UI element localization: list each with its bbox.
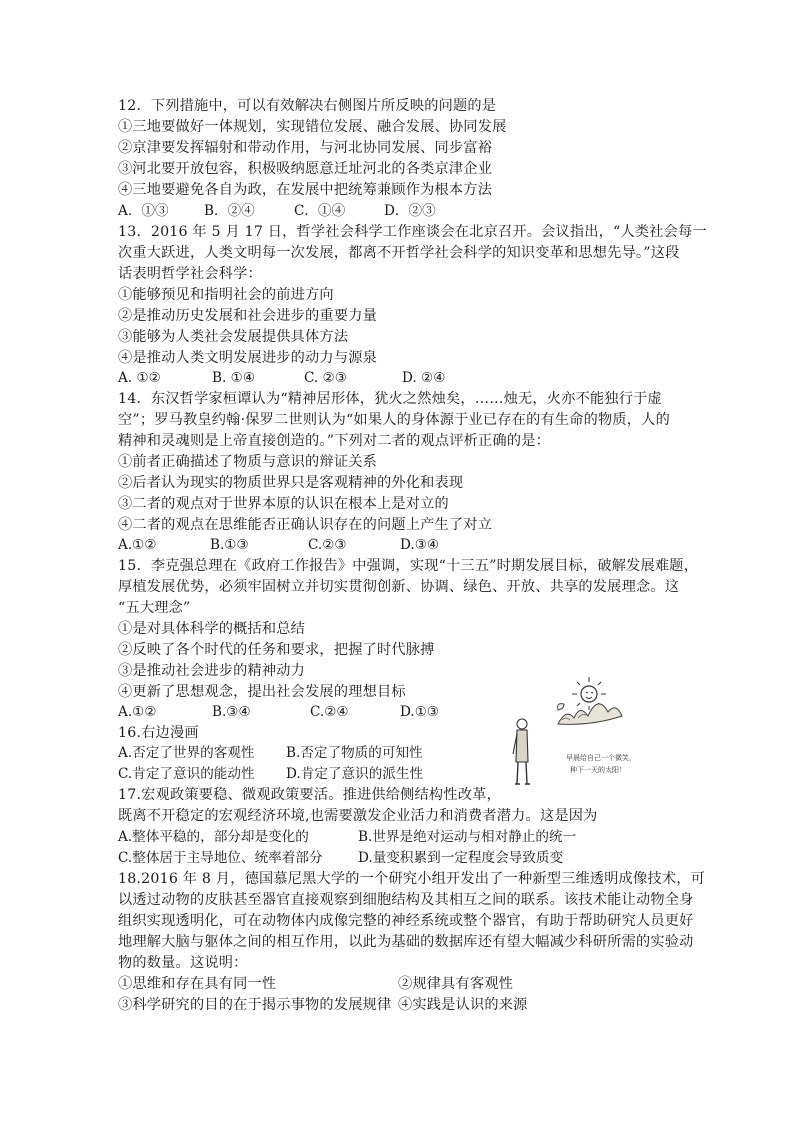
q13-item-1: ①能够预见和指明社会的前进方向 [118, 287, 334, 303]
q15-option-b: B.③④ [212, 704, 251, 720]
q17-option-c: C.整体居于主导地位、统率着部分 [118, 850, 323, 866]
q14-option-c: C.②③ [308, 537, 347, 553]
q15-option-a: A.①② [118, 704, 157, 720]
q13-item-3: ③能够为人类社会发展提供具体方法 [118, 329, 349, 345]
q13-option-c: C. ②③ [304, 370, 347, 386]
q14-item-2: ②后者认为现实的物质世界只是客观精神的外化和表现 [118, 475, 464, 491]
q18-item-2: ②规律具有客观性 [398, 976, 514, 992]
q15-item-1: ①是对具体科学的概括和总结 [118, 621, 306, 637]
q17-stem-line-2: 既离不开稳定的宏观经济环境,也需要激发企业活力和消费者潜力。这是因为 [118, 808, 598, 824]
q15-option-c: C.②④ [310, 704, 349, 720]
q13-stem-line-1: 13．2016 年 5 月 17 日，哲学社会科学工作座谈会在北京召开。会议指出，“人类社会每一 [118, 224, 707, 240]
q15-item-3: ③是推动社会进步的精神动力 [118, 663, 306, 679]
q17-stem-line-1: 17.宏观政策要稳、微观政策要活。推进供给侧结构性改革， [118, 787, 501, 803]
q18-stem-line-3: 组织实现透明化，可在动物体内成像完整的神经系统或整个器官，有助于帮助研究人员更好 [118, 913, 694, 929]
q18-item-3: ③科学研究的目的在于揭示事物的发展规律 [118, 997, 392, 1013]
q18-stem-line-4: 地理解大脑与躯体之间的相互作用，以此为基础的数据库还有望大幅减少科研所需的实验动 [118, 934, 694, 950]
q16-option-a: A.否定了世界的客观性 [118, 745, 255, 761]
q12-option-b: B．②④ [204, 203, 255, 219]
q12-item-4: ④三地要避免各自为政，在发展中把统筹兼顾作为根本方法 [118, 182, 493, 198]
q15-stem-line-3: “五大理念” [118, 600, 191, 616]
q12-item-2: ②京津要发挥辐射和带动作用，与河北协同发展、同步富裕 [118, 140, 493, 156]
q13-stem-line-3: 话表明哲学社会科学： [118, 266, 262, 282]
cartoon-caption-line-1: 早晨给自己一个微笑， [566, 754, 636, 762]
q12-option-d: D．②③ [384, 203, 436, 219]
q13-item-2: ②是推动历史发展和社会进步的重要力量 [118, 308, 377, 324]
q16-option-d: D.肯定了意识的派生性 [286, 766, 424, 782]
q17-option-a: A.整体平稳的，部分却是变化的 [118, 829, 309, 845]
q12-option-a: A．①③ [118, 203, 169, 219]
q13-option-d: D. ②④ [402, 370, 446, 386]
q15-stem-line-1: 15．李克强总理在《政府工作报告》中强调，实现“十三五”时期发展目标，破解发展难题， [118, 558, 699, 574]
q14-stem-line-3: 精神和灵魂则是上帝直接创造的。”下列对二者的观点评析正确的是： [118, 433, 550, 449]
q14-option-d: D.③④ [400, 537, 440, 553]
q15-stem-line-2: 厚植发展优势，必须牢固树立并切实贯彻创新、协调、绿色、开放、共享的发展理念。这 [118, 579, 680, 595]
q15-option-d: D.①③ [400, 704, 440, 720]
q14-option-a: A.①② [118, 537, 157, 553]
q14-stem-line-2: 空”；罗马教皇约翰·保罗二世则认为“如果人的身体源于业已存在的有生命的物质，人的 [118, 412, 670, 428]
q13-option-a: A. ①② [118, 370, 161, 386]
q12-stem: 12．下列措施中，可以有效解决右侧图片所反映的问题的是 [118, 98, 497, 114]
q13-option-b: B. ①④ [212, 370, 256, 386]
q12-item-3: ③河北要开放包容，积极吸纳愿意迁址河北的各类京津企业 [118, 161, 493, 177]
q15-item-4: ④更新了思想观念，提出社会发展的理想目标 [118, 684, 406, 700]
q14-item-1: ①前者正确描述了物质与意识的辩证关系 [118, 454, 377, 470]
q17-option-d: D.量变积累到一定程度会导致质变 [358, 850, 564, 866]
q15-item-2: ②反映了各个时代的任务和要求，把握了时代脉搏 [118, 642, 435, 658]
q16-stem: 16.右边漫画 [118, 725, 199, 741]
q17-option-b: B.世界是绝对运动与相对静止的统一 [358, 829, 577, 845]
cartoon-illustration [506, 662, 676, 790]
cartoon-caption-line-2: 种下一天的太阳！ [570, 766, 626, 774]
q13-item-4: ④是推动人类文明发展进步的动力与源泉 [118, 350, 377, 366]
q18-item-1: ①思维和存在具有同一性 [118, 976, 277, 992]
q16-option-c: C.肯定了意识的能动性 [118, 766, 255, 782]
q18-stem-line-5: 物的数量。这说明： [118, 955, 248, 971]
q12-item-1: ①三地要做好一体规划，实现错位发展、融合发展、协同发展 [118, 119, 507, 135]
man-figure [513, 719, 530, 784]
q18-stem-line-2: 以透过动物的皮肤甚至器官直接观察到细胞结构及其相互之间的联系。该技术能让动物全身 [118, 892, 694, 908]
q14-item-4: ④二者的观点在思维能否正确认识存在的问题上产生了对立 [118, 517, 493, 533]
q12-option-c: C．①④ [294, 203, 346, 219]
q13-stem-line-2: 次重大跃进，人类文明每一次发展，都离不开哲学社会科学的知识变革和思想先导。”这段 [118, 245, 680, 261]
q18-stem-line-1: 18.2016 年 8 月，德国慕尼黑大学的一个研究小组开发出了一种新型三维透明成像技术，可 [118, 871, 705, 887]
q16-option-b: B.否定了物质的可知性 [286, 745, 423, 761]
q14-option-b: B.①③ [210, 537, 249, 553]
q14-item-3: ③二者的观点对于世界本原的认识在根本上是对立的 [118, 496, 449, 512]
q14-stem-line-1: 14．东汉哲学家桓谭认为“精神居形体，犹火之然烛矣，……烛无，火亦不能独行于虚 [118, 391, 662, 407]
q18-item-4: ④实践是认识的来源 [398, 997, 528, 1013]
